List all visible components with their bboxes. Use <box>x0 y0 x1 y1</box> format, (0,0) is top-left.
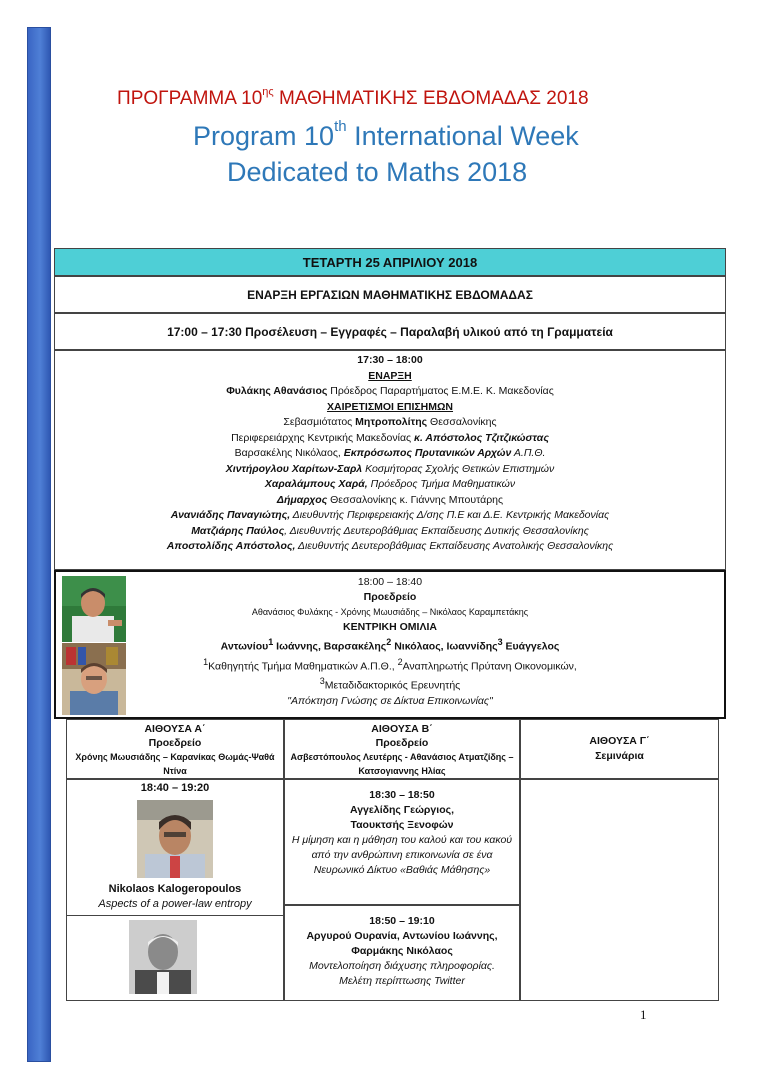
opening-heading: ΕΝΑΡΞΗ <box>368 369 412 382</box>
greek-title: ΠΡΟΓΡΑΜΜΑ $10^{\eta\varsigma}$ ΜΑΘΗΜΑΤΙΚΗΣ ΕΒΔΟΜΑΔΑΣ 2018 <box>117 86 589 109</box>
keynote-affiliation-3: $^3$Μεταδιδακτορικός Ερευνητής <box>319 676 461 692</box>
registration-row: 17:00 – 17:30 Προσέλευση – Εγγραφές – Παραλαβή υλικού από τη Γραμματεία <box>54 313 726 350</box>
opening-line: Φυλάκης Αθανάσιος Πρόεδρος Παραρτήματος Ε.Μ.Ε. Κ. Μακεδονίας <box>226 385 554 397</box>
opening-line: Δήμαρχος Θεσσαλονίκης κ. Γιάννης Μπουτάρης <box>276 493 504 506</box>
keynote-talk-title: "Απόκτηση Γνώσης σε Δίκτυα Επικοινωνίας" <box>287 694 493 707</box>
speaker-photo <box>62 576 126 642</box>
opening-line: Χαραλάμπους Χαρά, Πρόεδρος Τμήμα Μαθηματικών <box>264 478 516 490</box>
session-title: Η μίμηση και η μάθηση του καλού και του κακού από την ανθρώπινη επικοινωνία σε ένα Νευρωνικό Δίκτυο «Βαθιάς Μάθησης» <box>291 834 513 876</box>
keynote-chairs: Αθανάσιος Φυλάκης - Χρόνης Μωυσιάδης – Νικόλαος Καραμπετάκης <box>251 607 529 617</box>
english-title-line-1: Program 10th International Week <box>193 118 579 151</box>
keynote-session <box>54 570 726 719</box>
session-time: 18:50 – 19:10 <box>369 915 435 927</box>
opening-time: 17:30 – 18:00 <box>357 354 423 366</box>
opening-line: Περιφερειάρχης Κεντρικής Μακεδονίας κ. Απόστολος Τζιτζικώστας <box>231 431 549 444</box>
keynote-affiliations: $^1$Καθηγητής Τμήμα Μαθηματικών Α.Π.Θ., $^2$Αναπληρωτής Πρύτανη Οικονομικών, <box>203 656 577 672</box>
english-title-line-2: Dedicated to Maths 2018 <box>227 157 528 187</box>
room-b-name: ΑΙΘΟΥΣΑ Β΄ <box>371 723 433 735</box>
room-c-name: ΑΙΘΟΥΣΑ Γ΄ <box>589 735 650 747</box>
page-number: 1 <box>640 1007 647 1022</box>
room-c-header <box>520 719 719 779</box>
opening-line: Σεβασμιότατος Μητροπολίτης Θεσσαλονίκης <box>283 416 497 428</box>
opening-line: Ανανιάδης Παναγιώτης, Διευθυντής Περιφερειακής Δ/σης Π.Ε και Δ.Ε. Κεντρικής Μακεδονίας <box>170 509 610 521</box>
opening-line: Χιντήρογλου Χαρίτων-Σαρλ Κοσμήτορας Σχολής Θετικών Επιστημών <box>225 462 555 475</box>
opening-line: Αποστολίδης Απόστολος, Διευθυντής Δευτεροβάθμιας Εκπαίδευσης Ανατολικής Θεσσαλονίκης <box>166 540 614 552</box>
room-b-session-1 <box>284 779 520 905</box>
session-speakers: Αγγελίδης Γεώργιος, Ταουκτσής Ξενοφών <box>350 804 454 831</box>
room-a-name: ΑΙΘΟΥΣΑ Α΄ <box>144 723 206 735</box>
opening-title-row: ΕΝΑΡΞΗ ΕΡΓΑΣΙΩΝ ΜΑΘΗΜΑΤΙΚΗΣ ΕΒΔΟΜΑΔΑΣ <box>54 276 726 313</box>
session-title: Aspects of a power-law entropy <box>98 898 252 910</box>
session-speaker: Nikolaos Kalogeropoulos <box>108 883 242 895</box>
room-b-chairs: Ασβεστόπουλος Λευτέρης - Αθανάσιος Ατματζίδης – Κατσογιαννης Ηλίας <box>290 752 514 776</box>
session-title: Μοντελοποίηση διάχυσης πληροφορίας. Μελέτη περίπτωσης Twitter <box>309 960 495 987</box>
greetings-heading: ΧΑΙΡΕΤΙΣΜΟΙ ΕΠΙΣΗΜΩΝ <box>326 400 454 413</box>
room-b-session-2 <box>284 905 520 1001</box>
session-time: 18:30 – 18:50 <box>369 789 435 801</box>
session-speakers: Αργυρού Ουρανία, Αντωνίου Ιωάννης, Φαρμάκης Νικόλαος <box>306 930 498 957</box>
session-time: 18:40 – 19:20 <box>140 782 210 794</box>
room-c-session <box>520 779 719 1001</box>
speaker-photo <box>62 643 126 715</box>
room-a-session <box>66 779 284 1001</box>
room-c-subtitle: Σεμινάρια <box>595 750 644 762</box>
speaker-photo <box>137 800 213 878</box>
opening-line: Ματζιάρης Παύλος, Διευθυντής Δευτεροβάθμιας Εκπαίδευσης Δυτικής Θεσσαλονίκης <box>191 524 589 537</box>
room-a-chair-label: Προεδρείο <box>148 737 202 749</box>
keynote-speakers: Αντωνίου$^1$ Ιωάννης, Βαρσακέλης$^2$ Νικόλαος, Ιωαννίδης$^3$ Ευάγγελος <box>220 637 560 653</box>
room-a-chairs: Χρόνης Μωυσιάδης – Καρανίκας Θωμάς-Ψαθά Ντίνα <box>75 752 275 776</box>
keynote-time: 18:00 – 18:40 <box>357 576 423 588</box>
speaker-photo <box>129 920 197 994</box>
date-row: ΤΕΤΑΡΤΗ 25 ΑΠΡΙΛΙΟΥ 2018 <box>54 248 726 276</box>
room-a-header <box>66 719 284 779</box>
decorative-sidebar-bar <box>27 27 51 1062</box>
keynote-chair-label: Προεδρείο <box>363 591 417 603</box>
room-b-header <box>284 719 520 779</box>
opening-line: Βαρσακέλης Νικόλαος, Εκπρόσωπος Πρυτανικών Αρχών Α.Π.Θ. <box>234 447 546 459</box>
row-divider <box>67 915 283 916</box>
room-b-chair-label: Προεδρείο <box>375 737 429 749</box>
keynote-heading: ΚΕΝΤΡΙΚΗ ΟΜΙΛΙΑ <box>343 621 437 633</box>
opening-session <box>54 350 726 570</box>
